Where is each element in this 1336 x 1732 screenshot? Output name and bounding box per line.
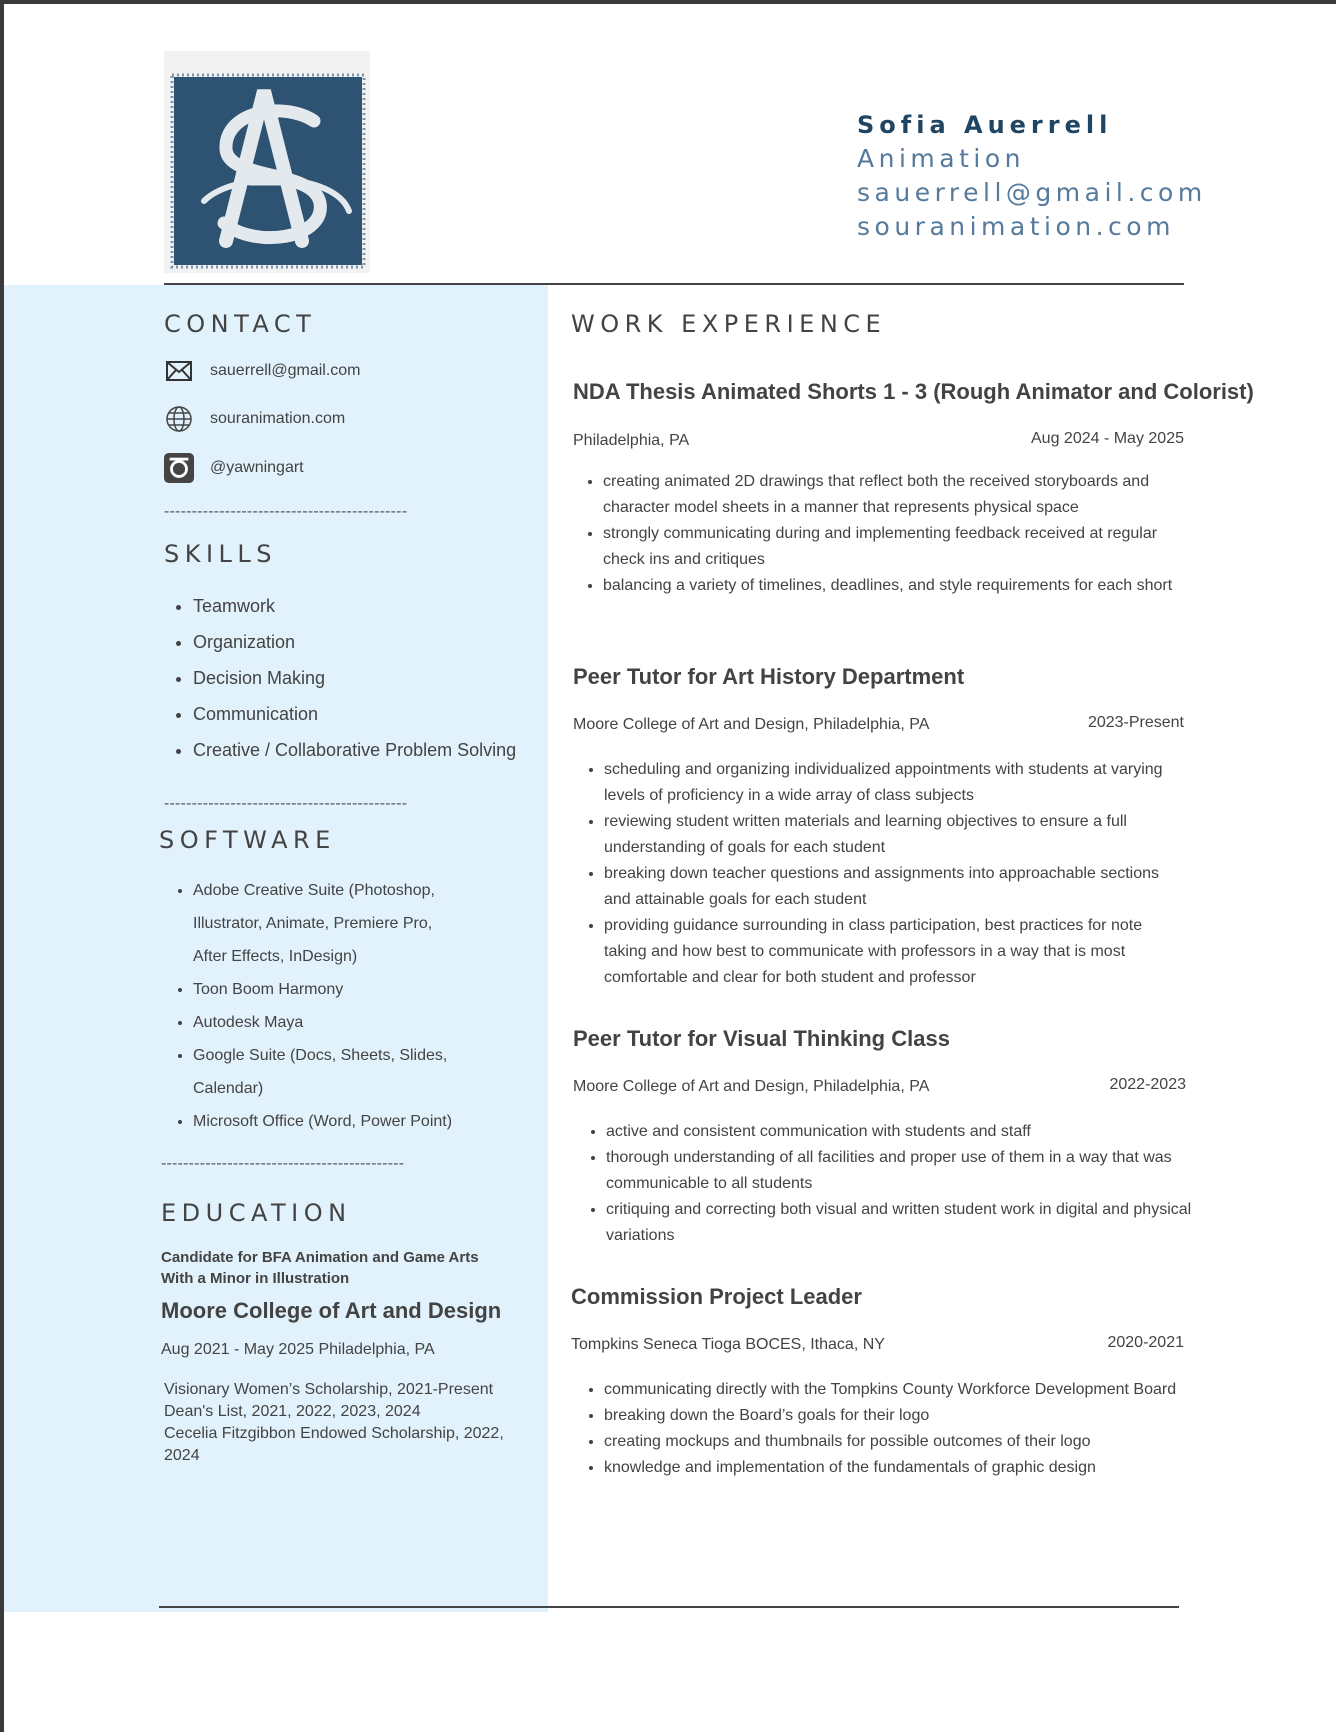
honor-item: Dean's List, 2021, 2022, 2023, 2024 [164,1403,421,1420]
applicant-field: Animation [857,144,1025,173]
resume-page [4,4,1336,1732]
job-bullets [578,469,1188,599]
as-monogram-logo [164,51,370,273]
honors-list [164,1379,534,1467]
contact-email-row[interactable] [164,356,361,386]
job-location: Moore College of Art and Design, Philadelphia, PA [573,716,930,733]
degree [161,1247,521,1289]
job-dates: 2020-2021 [1107,1334,1184,1351]
honor-item: Cecelia Fitzgibbon Endowed Scholarship, 2022, 2024 [164,1425,504,1464]
header-divider [164,283,1184,285]
list-item: • balancing a variety of timelines, deadlines, and style requirements for each short [603,573,1188,599]
instagram-icon [164,453,194,483]
work-experience-heading: WORK EXPERIENCE [571,310,887,338]
list-item: • providing guidance surrounding in class participation, best practices for note taking and how best to communicate with professors in a way that is most comfortable and clear for both student and professor [604,913,1189,991]
list-item: • breaking down the Board’s goals for their logo [604,1403,1179,1429]
list-item: • thorough understanding of all facilities and proper use of them in a way that was communicable to all students [606,1145,1201,1197]
contact-website-text: souranimation.com [210,410,346,427]
skills-heading: SKILLS [164,540,278,568]
header-email[interactable]: sauerrell@gmail.com [857,178,1207,207]
skills-list [169,588,516,768]
software-list [169,874,469,1138]
job-title: Peer Tutor for Visual Thinking Class [573,1026,950,1051]
degree-line: Candidate for BFA Animation and Game Arts [161,1249,479,1266]
list-item: • reviewing student written materials and learning objectives to ensure a full understanding of goals for each student [604,809,1189,861]
section-divider: -------------------------------------------- [164,503,408,520]
job-bullets [579,757,1189,991]
header-block [857,108,1207,244]
list-item: • Autodesk Maya [193,1006,469,1039]
globe-icon [164,404,194,434]
mail-icon [164,356,194,386]
list-item: • Google Suite (Docs, Sheets, Slides, Calendar) [193,1039,483,1105]
list-item: • Communication [193,696,516,732]
section-divider: -------------------------------------------- [164,795,408,812]
list-item: • strongly communicating during and implementing feedback received at regular check ins and critiques [603,521,1188,573]
school-name: Moore College of Art and Design [161,1298,502,1323]
contact-instagram-row[interactable] [164,453,304,483]
job-title: Commission Project Leader [571,1284,862,1309]
list-item: • scheduling and organizing individualized appointments with students at varying levels of proficiency in a wide array of class subjects [604,757,1189,809]
degree-minor: With a Minor in Illustration [161,1270,350,1287]
list-item: • breaking down teacher questions and assignments into approachable sections and attainable goals for each student [604,861,1189,913]
list-item: • Organization [193,624,516,660]
list-item: • communicating directly with the Tompkins County Workforce Development Board [604,1377,1179,1403]
list-item: • Decision Making [193,660,516,696]
contact-instagram-text: @yawningart [210,459,304,476]
job-location: Moore College of Art and Design, Philadelphia, PA [573,1078,930,1095]
job-dates: 2023-Present [1087,714,1184,731]
list-item: • Creative / Collaborative Problem Solving [193,732,516,768]
education-dates-location: Aug 2021 - May 2025 Philadelphia, PA [161,1341,435,1358]
list-item: • critiquing and correcting both visual and written student work in digital and physical variations [606,1197,1201,1249]
contact-email-text: sauerrell@gmail.com [210,362,361,379]
software-heading: SOFTWARE [159,826,336,854]
job-title: NDA Thesis Animated Shorts 1 - 3 (Rough Animator and Colorist) [573,379,1254,404]
job-location: Tompkins Seneca Tioga BOCES, Ithaca, NY [571,1336,885,1353]
honor-item: Visionary Women’s Scholarship, 2021-Present [164,1381,494,1398]
job-dates: 2022-2023 [1109,1076,1186,1093]
contact-website-row[interactable] [164,404,345,434]
list-item: • knowledge and implementation of the fundamentals of graphic design [604,1455,1179,1481]
footer-divider [159,1606,1179,1608]
job-bullets [581,1119,1201,1249]
contact-heading: CONTACT [164,310,317,338]
applicant-name: Sofia Auerrell [857,111,1113,139]
job-dates: Aug 2024 - May 2025 [1031,430,1184,447]
list-item: • Teamwork [193,588,516,624]
job-location: Philadelphia, PA [573,432,690,449]
list-item: • Toon Boom Harmony [193,973,469,1006]
list-item: • active and consistent communication with students and staff [606,1119,1201,1145]
education-heading: EDUCATION [161,1199,352,1227]
header-website[interactable]: souranimation.com [857,212,1175,241]
job-bullets [579,1377,1179,1481]
list-item: • creating animated 2D drawings that reflect both the received storyboards and character model sheets in a manner that represents physical space [603,469,1188,521]
list-item: • creating mockups and thumbnails for possible outcomes of their logo [604,1429,1179,1455]
section-divider: -------------------------------------------- [161,1155,405,1172]
job-title: Peer Tutor for Art History Department [573,664,965,689]
list-item: • Adobe Creative Suite (Photoshop, Illustrator, Animate, Premiere Pro, After Effects, InDesign) [193,874,469,973]
list-item: • Microsoft Office (Word, Power Point) [193,1105,469,1138]
